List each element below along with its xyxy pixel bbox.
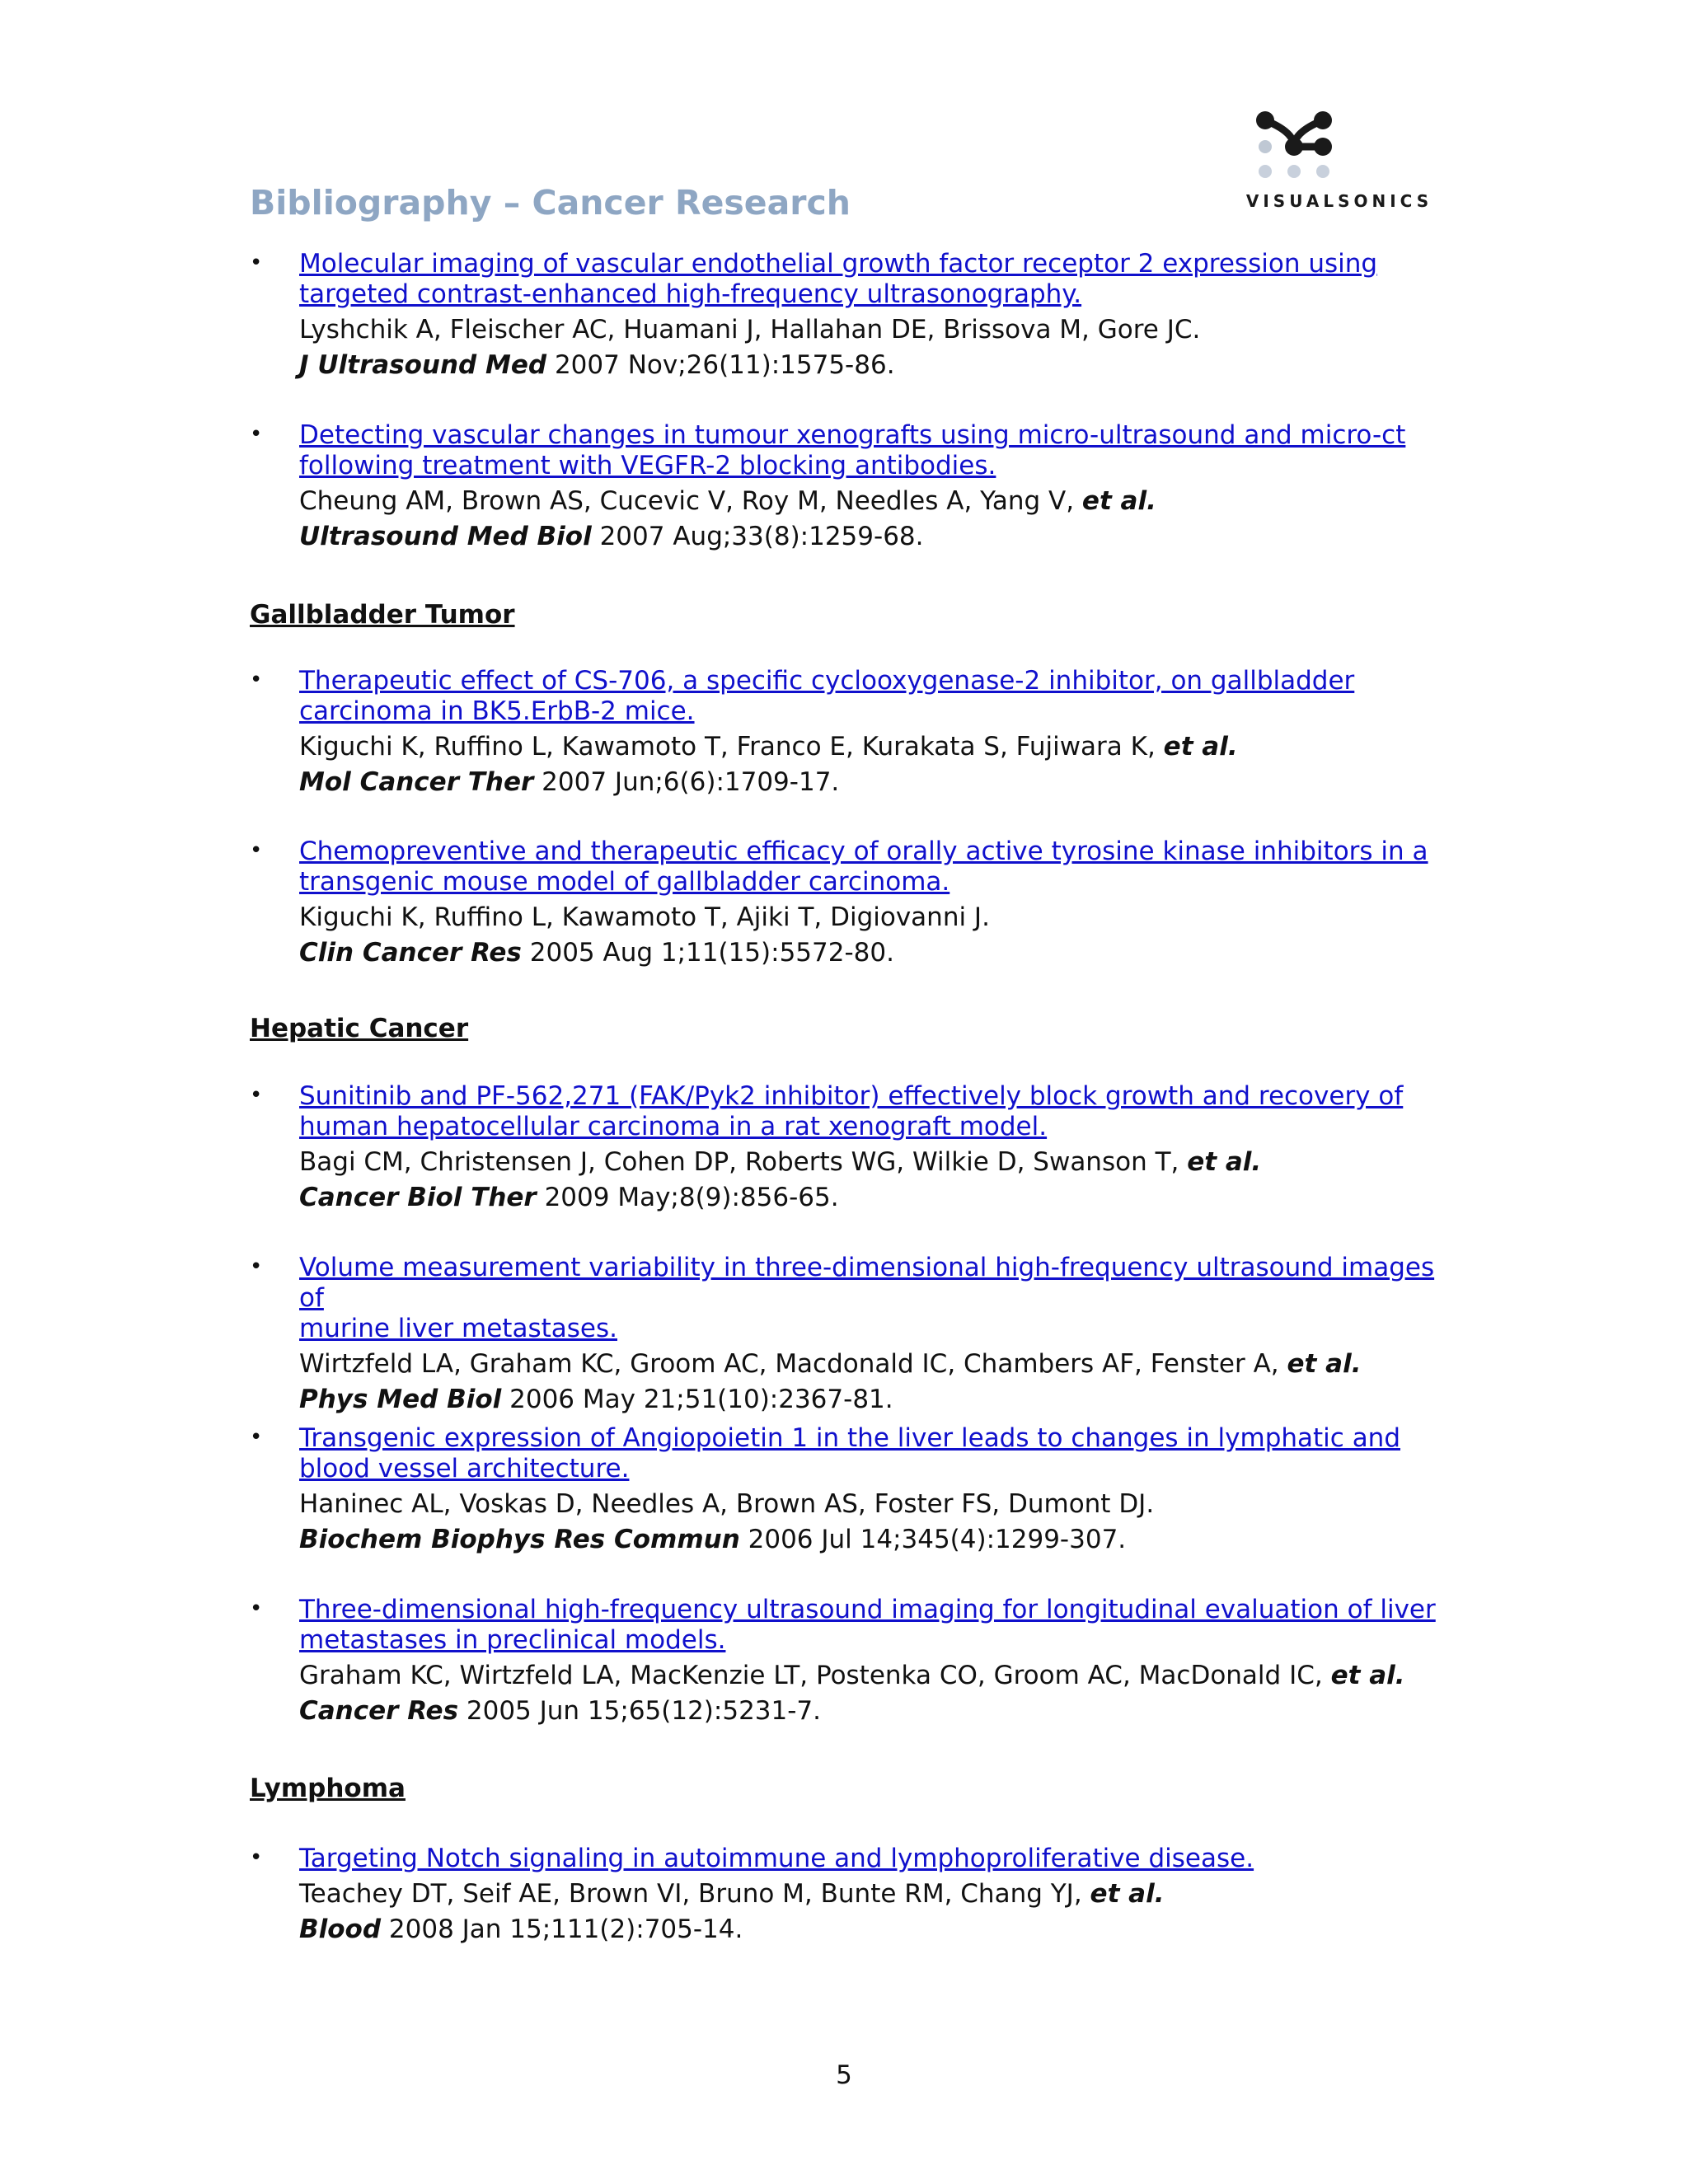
article-title-link[interactable]: Sunitinib and PF-562,271 (FAK/Pyk2 inhibitor) effectively block growth and recovery of human hepatocellular carcinoma in a rat xenograft model.: [299, 1081, 1404, 1141]
authors-text: Kiguchi K, Ruffino L, Kawamoto T, Franco E, Kurakata S, Fujiwara K,: [299, 732, 1164, 762]
entry-body: [299, 1253, 1453, 1415]
et-al-label: et al.: [1081, 486, 1156, 516]
journal-citation: [299, 522, 1453, 552]
citation-details: 2007 Nov;26(11):1575-86.: [546, 350, 895, 380]
author-list: [299, 1489, 1453, 1520]
bullet-icon: •: [250, 422, 263, 447]
bullet-icon: •: [250, 1083, 263, 1108]
et-al-label: et al.: [1330, 1661, 1405, 1690]
authors-text: Bagi CM, Christensen J, Cohen DP, Roberts WG, Wilkie D, Swanson T,: [299, 1147, 1188, 1177]
entry-body: [299, 249, 1453, 381]
journal-name: Phys Med Biol: [299, 1385, 502, 1414]
journal-citation: [299, 1915, 1453, 1945]
journal-name: Clin Cancer Res: [299, 938, 522, 968]
authors-text: Lyshchik A, Fleischer AC, Huamani J, Hallahan DE, Brissova M, Gore JC.: [299, 315, 1201, 344]
section-heading: Hepatic Cancer: [250, 1014, 469, 1043]
journal-citation: [299, 767, 1453, 798]
authors-text: Haninec AL, Voskas D, Needles A, Brown AS, Foster FS, Dumont DJ.: [299, 1489, 1155, 1519]
et-al-label: et al.: [1090, 1879, 1165, 1909]
citation-details: 2006 May 21;51(10):2367-81.: [501, 1385, 893, 1414]
journal-name: Ultrasound Med Biol: [299, 522, 592, 551]
bullet-icon: •: [250, 668, 263, 692]
citation-details: 2006 Jul 14;345(4):1299-307.: [739, 1525, 1127, 1554]
authors-text: Cheung AM, Brown AS, Cucevic V, Roy M, Needles A, Yang V,: [299, 486, 1082, 516]
page-number: 5: [836, 2060, 852, 2090]
bullet-icon: •: [250, 1254, 263, 1279]
journal-citation: [299, 938, 1453, 968]
entry-body: [299, 1081, 1453, 1213]
author-list: [299, 315, 1453, 345]
journal-name: Cancer Res: [299, 1696, 459, 1726]
entry-body: [299, 1844, 1453, 1945]
article-title-link[interactable]: Therapeutic effect of CS-706, a specific cyclooxygenase-2 inhibitor, on gallbladder carcinoma in BK5.ErbB-2 mice.: [299, 666, 1355, 726]
bullet-icon: •: [250, 838, 263, 863]
journal-citation: [299, 1385, 1453, 1415]
author-list: [299, 1661, 1453, 1691]
journal-citation: [299, 1696, 1453, 1727]
citation-details: 2007 Aug;33(8):1259-68.: [591, 522, 924, 551]
journal-name: J Ultrasound Med: [299, 350, 547, 380]
article-title-link[interactable]: Chemopreventive and therapeutic efficacy of orally active tyrosine kinase inhibitors in a transgenic mouse model of gallbladder carcinoma.: [299, 837, 1428, 897]
page-title: Bibliography – Cancer Research: [250, 183, 851, 223]
author-list: [299, 1879, 1453, 1910]
journal-name: Cancer Biol Ther: [299, 1183, 537, 1212]
journal-citation: [299, 1525, 1453, 1555]
citation-details: 2007 Jun;6(6):1709-17.: [533, 767, 840, 797]
author-list: [299, 1147, 1453, 1178]
author-list: [299, 486, 1453, 517]
article-title-link[interactable]: Targeting Notch signaling in autoimmune and lymphoproliferative disease.: [299, 1844, 1254, 1873]
article-title-link[interactable]: Molecular imaging of vascular endothelial growth factor receptor 2 expression using targeted contrast-enhanced high-frequency ultrasonography.: [299, 249, 1378, 309]
bullet-icon: •: [250, 1845, 263, 1870]
journal-citation: [299, 1183, 1453, 1213]
bullet-icon: •: [250, 251, 263, 275]
article-title-link[interactable]: Detecting vascular changes in tumour xenografts using micro-ultrasound and micro-ct following treatment with VEGFR-2 blocking antibodies.: [299, 420, 1406, 480]
section-heading: Lymphoma: [250, 1774, 406, 1803]
et-al-label: et al.: [1163, 732, 1238, 762]
entry-body: [299, 837, 1453, 968]
citation-details: 2005 Aug 1;11(15):5572-80.: [521, 938, 894, 968]
et-al-label: et al.: [1287, 1349, 1362, 1379]
logo-wordmark: VISUALSONICS: [1245, 191, 1433, 211]
article-title-link[interactable]: Volume measurement variability in three-dimensional high-frequency ultrasound images of murine liver metastases.: [299, 1253, 1435, 1343]
authors-text: Wirtzfeld LA, Graham KC, Groom AC, Macdonald IC, Chambers AF, Fenster A,: [299, 1349, 1287, 1379]
entry-body: [299, 666, 1453, 798]
authors-text: Graham KC, Wirtzfeld LA, MacKenzie LT, Postenka CO, Groom AC, MacDonald IC,: [299, 1661, 1331, 1690]
author-list: [299, 902, 1453, 933]
journal-name: Mol Cancer Ther: [299, 767, 534, 797]
entry-body: [299, 1595, 1453, 1727]
journal-citation: [299, 350, 1453, 381]
et-al-label: et al.: [1187, 1147, 1262, 1177]
section-heading: Gallbladder Tumor: [250, 600, 515, 630]
authors-text: Kiguchi K, Ruffino L, Kawamoto T, Ajiki T, Digiovanni J.: [299, 902, 990, 932]
logo-mark-icon: [1245, 107, 1434, 190]
article-title-link[interactable]: Three-dimensional high-frequency ultrasound imaging for longitudinal evaluation of liver metastases in preclinical models.: [299, 1595, 1436, 1655]
citation-details: 2005 Jun 15;65(12):5231-7.: [458, 1696, 821, 1726]
article-title-link[interactable]: Transgenic expression of Angiopoietin 1 in the liver leads to changes in lymphatic and blood vessel architecture.: [299, 1423, 1401, 1483]
author-list: [299, 732, 1453, 762]
author-list: [299, 1349, 1453, 1380]
citation-details: 2008 Jan 15;111(2):705-14.: [381, 1915, 743, 1944]
journal-name: Blood: [299, 1915, 382, 1944]
entry-body: [299, 420, 1453, 552]
authors-text: Teachey DT, Seif AE, Brown VI, Bruno M, Bunte RM, Chang YJ,: [299, 1879, 1090, 1909]
entry-body: [299, 1423, 1453, 1555]
bullet-icon: •: [250, 1596, 263, 1621]
bullet-icon: •: [250, 1425, 263, 1450]
visualsonics-logo: [1245, 107, 1434, 214]
journal-name: Biochem Biophys Res Commun: [299, 1525, 740, 1554]
citation-details: 2009 May;8(9):856-65.: [536, 1183, 839, 1212]
